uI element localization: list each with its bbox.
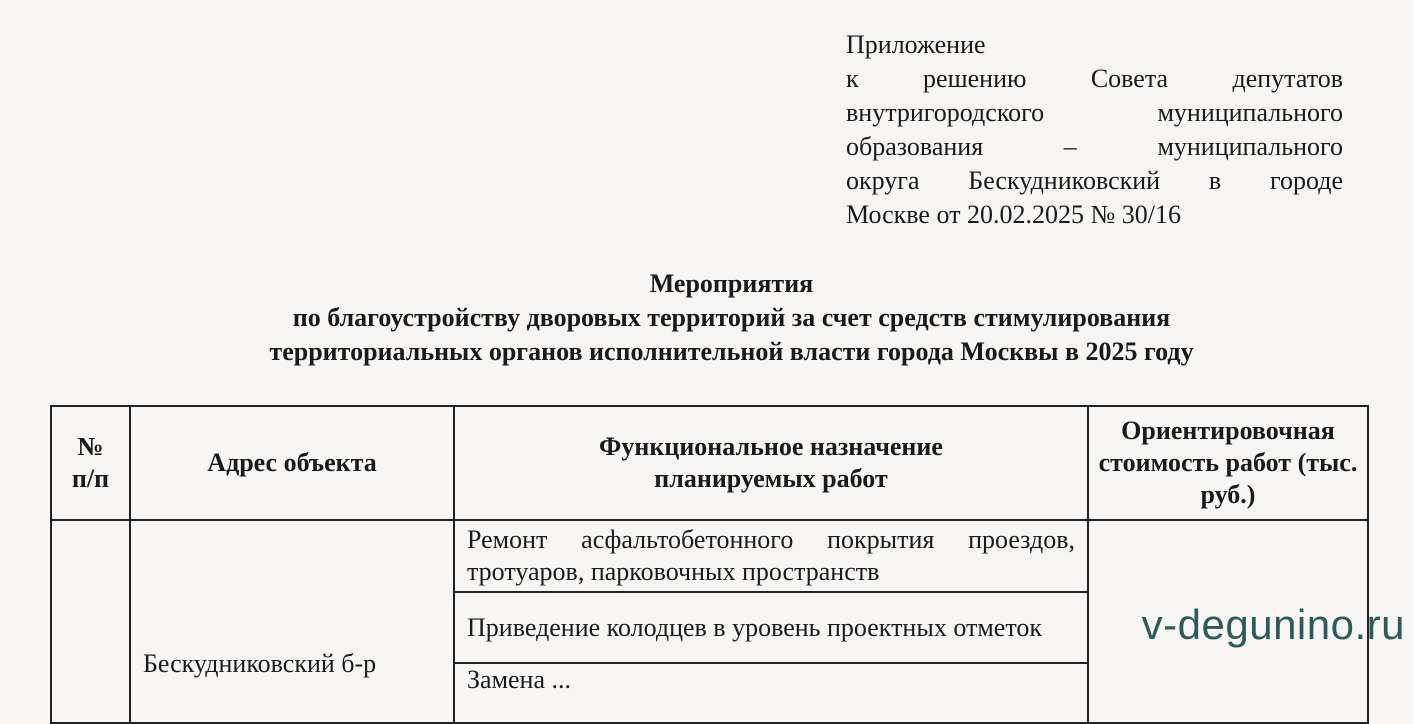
- title-line: по благоустройству дворовых территорий за счет средств стимулирования: [292, 303, 1171, 332]
- appendix-line: Москве от 20.02.2025 № 30/16: [846, 200, 1182, 229]
- document-title: [0, 267, 1413, 369]
- header-function: Функциональное назначение планируемых работ: [454, 406, 1088, 520]
- table-row: [51, 520, 1368, 592]
- work-item: Замена ...: [454, 663, 1088, 723]
- header-num: № п/п: [51, 406, 130, 520]
- appendix-line: Приложение: [846, 30, 986, 59]
- address-cell: [130, 520, 454, 723]
- watermark-text: v-degunino.ru: [1141, 601, 1405, 648]
- appendix-block: [846, 28, 1343, 232]
- header-cost: Ориентировочная стоимость работ (тыс. руб.): [1088, 406, 1368, 520]
- title-line: Мероприятия: [649, 269, 814, 298]
- row-number-cell: [51, 520, 130, 723]
- address-text: Бескудниковский б-р: [143, 649, 377, 678]
- appendix-line: к решению Совета депутатов: [846, 64, 1343, 93]
- measures-table: [50, 405, 1369, 724]
- work-item: Ремонт асфальтобетонного покрытия проездов, тротуаров, парковочных пространств: [454, 520, 1088, 592]
- header-address: Адрес объекта: [130, 406, 454, 520]
- appendix-line: округа Бескудниковский в городе: [846, 166, 1343, 195]
- appendix-line: внутригородского муниципального: [846, 98, 1343, 127]
- table-header-row: [51, 406, 1368, 520]
- title-line: территориальных органов исполнительной власти города Москвы в 2025 году: [269, 337, 1194, 366]
- work-item: Приведение колодцев в уровень проектных отметок: [454, 592, 1088, 663]
- appendix-line: образования – муниципального: [846, 132, 1343, 161]
